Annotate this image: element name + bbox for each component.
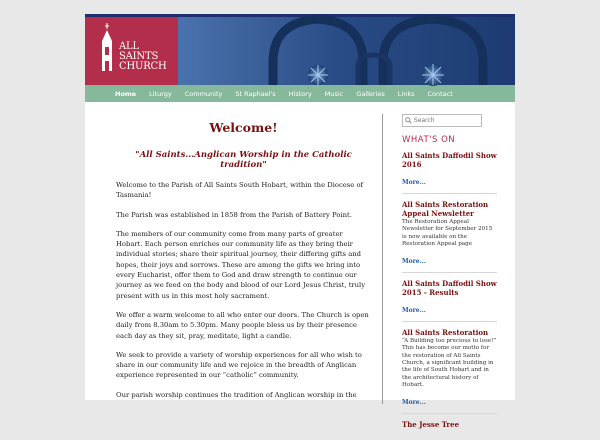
header-banner xyxy=(85,17,515,85)
site-logo[interactable] xyxy=(85,17,178,85)
whats-on-item xyxy=(402,200,497,273)
whats-on-item-desc: The Restoration Appeal Newsletter for September 2015 is now available on the Restoration Appeal page xyxy=(402,219,493,247)
stained-glass-banner xyxy=(178,17,515,85)
whats-on-item xyxy=(402,420,497,434)
more-link[interactable]: More... xyxy=(402,258,426,266)
whats-on-item-title[interactable]: All Saints Restoration xyxy=(402,328,489,338)
search-icon xyxy=(405,117,412,124)
column-divider xyxy=(382,114,383,404)
search-box xyxy=(402,114,482,127)
nav-contact[interactable]: Contact xyxy=(427,89,453,98)
sidebar xyxy=(390,114,510,440)
nav-community[interactable]: Community xyxy=(184,89,223,98)
whats-on-heading: WHAT'S ON xyxy=(402,135,456,145)
nav-liturgy[interactable]: Liturgy xyxy=(149,89,172,98)
whats-on-item-title[interactable]: All Saints Daffodil Show 2016 xyxy=(402,151,497,169)
nav-music[interactable]: Music xyxy=(324,89,344,98)
whats-on-item-title[interactable]: All Saints Daffodil Show 2015 - Results xyxy=(402,279,497,298)
page-container xyxy=(85,14,515,430)
nav-links[interactable]: Links xyxy=(397,89,415,98)
nav-home[interactable]: Home xyxy=(115,89,137,98)
whats-on-item-desc: “A Building too precious to lose!” This has become our motto for the restoration of All Saints Church, a significant building in the life of South Hobart and in the architectural history of Hobart. xyxy=(402,338,497,388)
page-subtitle: "All Saints...Anglican Worship in the Catholic tradition" xyxy=(135,150,352,170)
paragraph: Welcome to the Parish of All Saints South Hobart, within the Diocese of Tasmania! xyxy=(116,181,364,200)
whats-on-item xyxy=(402,328,497,414)
paragraph: Our parish worship continues the tradition of Anglican worship in the xyxy=(116,390,357,399)
logo-text: ALL SAINTS CHURCH xyxy=(119,41,167,72)
paragraph: The Parish was established in 1858 from the Parish of Battery Point. xyxy=(116,210,352,219)
search-input[interactable] xyxy=(412,117,478,124)
whats-on-item-title[interactable]: All Saints Restoration Appeal Newsletter xyxy=(402,200,489,218)
whats-on-item-title[interactable]: The Jesse Tree xyxy=(402,420,460,430)
paragraph: We seek to provide a variety of worship experiences for all who wish to share in our community life and we rejoice in the breadth of Anglican experience represented in our “catholic” community. xyxy=(116,350,362,380)
more-link[interactable]: More... xyxy=(402,307,426,315)
more-link[interactable]: More... xyxy=(402,399,426,407)
nav-history[interactable]: History xyxy=(288,89,312,98)
whats-on-item xyxy=(402,279,497,322)
main-nav xyxy=(85,85,515,102)
page-title: Welcome! xyxy=(209,120,278,135)
paragraph: We offer a warm welcome to all who enter our doors. The Church is open daily from 8.30am to 5.30pm. Many people bless us by their presence each day as they sit, pray, meditate, light a candle. xyxy=(116,310,369,340)
church-icon xyxy=(99,23,115,73)
main-content xyxy=(116,120,371,409)
nav-galleries[interactable]: Galleries xyxy=(356,89,385,98)
paragraph: The members of our community come from many parts of greater Hobart. Each person enriches our community life as they bring their individual stories; share their spiritual journey, their differing gifts and hopes, their joys and sorrows. These are among the gifts we bring into every Eucharist, offer them to God and draw strength to continue our journey as we feed on the body and blood of our Lord Jesus Christ, truly present with us in this most holy sacrament. xyxy=(116,229,366,300)
nav-st-raphaels[interactable]: St Raphael's xyxy=(235,89,276,98)
more-link[interactable]: More... xyxy=(402,179,426,186)
whats-on-item xyxy=(402,151,497,194)
